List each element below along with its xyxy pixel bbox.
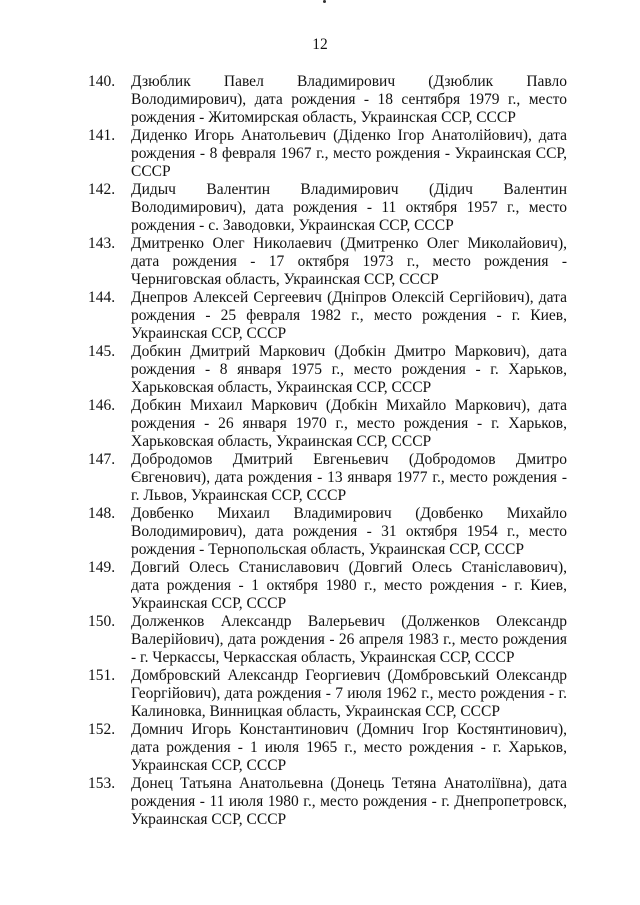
entry-number: 152. [88, 721, 116, 738]
entry-number: 147. [88, 451, 116, 468]
list-item [0, 289, 640, 343]
list-item [0, 721, 640, 775]
list-item [0, 451, 640, 505]
entry-number: 148. [88, 505, 116, 522]
entry-text: Донец Татьяна Анатольевна (Донець Тетяна Анатоліївна), дата рождения - 11 июля 1980 г., место рождения - г. Днепропетровск, Украинская ССР, СССР [131, 775, 567, 828]
page-number: 12 [312, 36, 328, 53]
list-item [0, 235, 640, 289]
list-item [0, 343, 640, 397]
entry-text: Добкин Дмитрий Маркович (Добкін Дмитро Маркович), дата рождения - 8 января 1975 г., место рождения - г. Харьков, Харьковская область, Украинская ССР, СССР [131, 343, 567, 396]
list-item [0, 613, 640, 667]
entry-text: Диденко Игорь Анатольевич (Діденко Ігор Анатолійович), дата рождения - 8 февраля 1967 г., место рождения - Украинская ССР, СССР [131, 127, 567, 180]
entry-number: 150. [88, 613, 116, 630]
entry-text: Долженков Александр Валерьевич (Долженков Олександр Валерійович), дата рождения - 26 апреля 1983 г., место рождения - г. Черкассы, Черкасская область, Украинская ССР, СССР [131, 613, 567, 666]
entry-number: 141. [88, 127, 116, 144]
entry-list [0, 73, 640, 829]
entry-text: Днепров Алексей Сергеевич (Дніпров Олексій Сергійович), дата рождения - 25 февраля 1982 г., место рождения - г. Киев, Украинская ССР, СССР [131, 289, 567, 342]
entry-text: Дзюблик Павел Владимирович (Дзюблик Павло Володимирович), дата рождения - 18 сентября 1979 г., место рождения - Житомирская область, Украинская ССР, СССР [131, 73, 567, 126]
entry-number: 153. [88, 775, 116, 792]
scan-mark [323, 0, 326, 3]
entry-number: 144. [88, 289, 116, 306]
entry-text: Добродомов Дмитрий Евгеньевич (Добродомов Дмитро Євгенович), дата рождения - 13 января 1977 г., место рождения - г. Львов, Украинская ССР, СССР [131, 451, 567, 504]
list-item [0, 397, 640, 451]
entry-number: 149. [88, 559, 116, 576]
entry-number: 140. [88, 73, 116, 90]
entry-text: Довгий Олесь Станиславович (Довгий Олесь Станіславович), дата рождения - 1 октября 1980 г., место рождения - г. Киев, Украинская ССР, СССР [131, 559, 567, 612]
list-item [0, 181, 640, 235]
entry-number: 145. [88, 343, 116, 360]
list-item [0, 73, 640, 127]
entry-number: 143. [88, 235, 116, 252]
entry-text: Добкин Михаил Маркович (Добкін Михайло Маркович), дата рождения - 26 января 1970 г., место рождения - г. Харьков, Харьковская область, Украинская ССР, СССР [131, 397, 567, 450]
entry-text: Домнич Игорь Константинович (Домнич Ігор Костянтинович), дата рождения - 1 июля 1965 г., место рождения - г. Харьков, Украинская ССР, СССР [131, 721, 567, 774]
entry-text: Домбровский Александр Георгиевич (Домбровський Олександр Георгійович), дата рождения - 7 июля 1962 г., место рождения - г. Калиновка, Винницкая область, Украинская ССР, СССР [131, 667, 567, 720]
list-item [0, 775, 640, 829]
entry-text: Дидыч Валентин Владимирович (Дідич Валентин Володимирович), дата рождения - 11 октября 1957 г., место рождения - с. Заводовки, Украинская ССР, СССР [131, 181, 567, 234]
entry-text: Довбенко Михаил Владимирович (Довбенко Михайло Володимирович), дата рождения - 31 октября 1954 г., место рождения - Тернопольская область, Украинская ССР, СССР [131, 505, 567, 558]
entry-number: 151. [88, 667, 116, 684]
entry-number: 146. [88, 397, 116, 414]
list-item [0, 505, 640, 559]
list-item [0, 667, 640, 721]
entry-number: 142. [88, 181, 116, 198]
list-item [0, 127, 640, 181]
entry-text: Дмитренко Олег Николаевич (Дмитренко Олег Миколайович), дата рождения - 17 октября 1973 г., место рождения - Черниговская область, Украинская ССР, СССР [131, 235, 567, 288]
list-item [0, 559, 640, 613]
